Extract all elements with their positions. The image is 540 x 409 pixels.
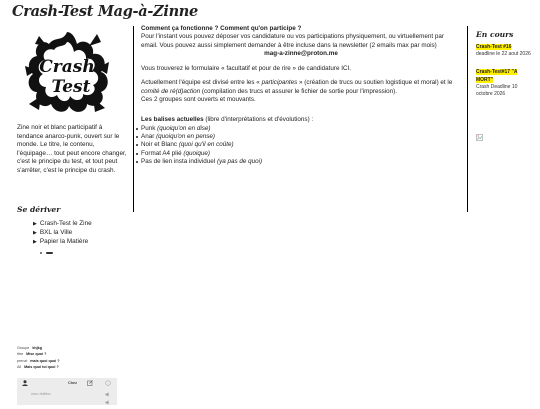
admin-toolbar — [17, 378, 117, 405]
balise-label: Pas de lien insta individuel — [141, 157, 216, 165]
nav-item-ville[interactable] — [33, 229, 92, 238]
pagination-dots — [40, 249, 57, 257]
meta-value: Mais quoi toi quoi ? — [24, 365, 59, 370]
meta-key: All — [17, 365, 22, 370]
balises-heading-rest: (libre d'interprétations et d'évolutions) : — [203, 116, 314, 124]
circle-icon[interactable] — [105, 380, 111, 386]
user-icon[interactable] — [22, 380, 28, 386]
groups-text: Ces 2 groupes sont ouverts et mouvants. — [141, 96, 256, 104]
balise-note: (quoiqu'on en dise) — [157, 124, 211, 132]
speaker-icon[interactable] — [105, 392, 111, 397]
balise-item — [141, 141, 461, 149]
zine-description: Zine noir et blanc participatif à tendance anarco-punk, ouvert sur le monde. Le titre, le contenu, l'équipage… tout peut encore changer, c'est le principe du test, et tout peut s'arrêter, c'est le principe du crash. — [17, 124, 127, 174]
balises-list — [141, 125, 461, 166]
current-issues-panel — [476, 30, 532, 97]
nav-item-label[interactable]: Crash-Test le Zine — [39, 220, 92, 227]
logo-text-crash: Crash — [39, 57, 95, 77]
team-text — [141, 79, 461, 96]
team-text-part: Actuellement l'équipe est divisé entre les « — [141, 79, 262, 87]
logo-text-test: Test — [51, 77, 91, 97]
sidebar-nav — [33, 220, 92, 246]
meta-value: Mise quoi ? — [26, 352, 47, 357]
speaker-icon[interactable] — [105, 400, 111, 405]
balise-item — [141, 150, 461, 158]
edit-icon[interactable] — [87, 380, 93, 386]
column-divider — [133, 26, 134, 212]
main-content — [141, 25, 461, 166]
column-divider — [467, 26, 468, 212]
email-link[interactable]: mag-a-zinne@proton.me — [264, 49, 338, 57]
meta-key: Groupe — [17, 346, 30, 350]
nav-item-label[interactable]: Papier la Matière — [39, 237, 89, 245]
form-text[interactable]: Vous trouverez le formulaire « facultatif et pour de rire » de candidature ICI. — [141, 64, 352, 72]
balises-heading-bold: Les balises actuelles — [141, 116, 204, 124]
meta-value: khjkg — [32, 346, 42, 350]
triangle-right-icon: ▶ — [33, 229, 37, 236]
dot-icon[interactable] — [40, 252, 42, 254]
balises-heading — [141, 116, 461, 124]
balise-note: (ya pas de quoi) — [216, 157, 263, 165]
issue-deadline: deadline le 22 aout 2026 — [476, 51, 531, 58]
issue-badge[interactable]: Crash-Test #16 — [476, 44, 512, 51]
balise-label: Anar — [141, 132, 155, 140]
balise-label: Format A4 plié — [141, 149, 182, 157]
crash-test-logo — [19, 26, 115, 122]
toolbar-sub-label[interactable]: mon édition — [31, 392, 51, 396]
nav-item-label[interactable]: BXL la Ville — [39, 228, 73, 236]
current-issues-heading: En cours — [476, 30, 514, 39]
issue-badge[interactable]: Crash-Test#17 "A MORT" — [476, 68, 518, 84]
dash-icon[interactable] — [46, 252, 53, 254]
toolbar-row — [17, 380, 117, 389]
nav-heading: Se dériver — [17, 205, 61, 214]
participation-heading: Comment ça fonctionne ? Comment qu'on participe ? — [141, 25, 302, 32]
nav-item-matiere[interactable] — [33, 238, 92, 247]
issue-item[interactable] — [476, 68, 532, 98]
meta-info — [17, 345, 60, 371]
broken-image-icon — [476, 134, 483, 141]
triangle-right-icon: ▶ — [33, 238, 37, 245]
team-text-part: (compilation des trucs et assurer le fichier de sortie pour l'impression). — [200, 87, 397, 95]
balise-item — [141, 125, 461, 133]
balise-item — [141, 133, 461, 141]
meta-key: titre — [17, 352, 24, 357]
balise-label: Punk — [141, 124, 156, 132]
triangle-right-icon: ▶ — [33, 221, 37, 227]
participation-text: Pour l'instant vous pouvez déposer vos candidature ou vos participations physiquement, ou virtuellement par email. Vous pouvez aussi simplement demander à être incluse dans la newsletter (2 emails max par mois) — [141, 33, 444, 49]
issue-item[interactable] — [476, 43, 532, 58]
balise-item — [141, 158, 461, 166]
balise-note: (quoi qu'il en coûte) — [178, 141, 234, 149]
toolbar-label[interactable]: Chez — [68, 381, 78, 385]
team-text-part: » (création de trucs ou soutien logistique et moral) et le — [297, 79, 453, 87]
meta-row — [17, 364, 60, 370]
issue-deadline: Crash Deadline 10 octobre 2026 — [476, 84, 518, 97]
balise-note: (quoique) — [183, 149, 210, 157]
meta-value: mais quoi quoi ? — [30, 358, 60, 363]
nav-item-zine[interactable] — [33, 220, 92, 229]
site-title[interactable]: Crash-Test Mag-à-Zinne — [12, 3, 198, 20]
balise-note: (quoiqu'on en pense) — [156, 132, 216, 140]
toolbar-row — [17, 391, 117, 400]
balise-label: Noir et Blanc — [141, 141, 178, 149]
team-text-emphasis: comité de ré(d)action — [141, 87, 201, 95]
meta-key: prenzt — [17, 358, 28, 363]
team-text-emphasis: participantes — [261, 79, 298, 87]
